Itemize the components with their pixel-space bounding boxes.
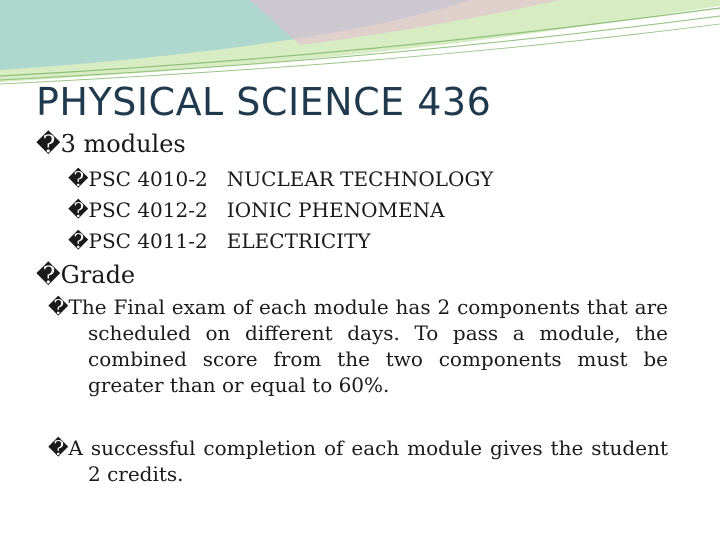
bullet-icon: � bbox=[48, 436, 69, 460]
modules-heading: 3 modules bbox=[60, 130, 186, 158]
slide-title: PHYSICAL SCIENCE 436 bbox=[36, 80, 492, 124]
bullet-icon: � bbox=[48, 295, 69, 319]
bullet-icon: � bbox=[68, 198, 89, 222]
modules-bullet bbox=[36, 130, 186, 158]
header-wave-decoration bbox=[0, 0, 720, 90]
grade-heading: Grade bbox=[60, 261, 136, 289]
module-item-text: PSC 4012-2 IONIC PHENOMENA bbox=[88, 198, 445, 222]
bullet-icon: � bbox=[36, 261, 61, 289]
grade-item bbox=[48, 294, 668, 398]
module-item bbox=[68, 198, 445, 222]
module-item bbox=[68, 167, 493, 191]
bullet-icon: � bbox=[36, 130, 61, 158]
bullet-icon: � bbox=[68, 229, 89, 253]
grade-bullet bbox=[36, 261, 135, 289]
module-item-text: PSC 4011-2 ELECTRICITY bbox=[88, 229, 371, 253]
module-item bbox=[68, 229, 371, 253]
bullet-icon: � bbox=[68, 167, 89, 191]
module-item-text: PSC 4010-2 NUCLEAR TECHNOLOGY bbox=[88, 167, 494, 191]
grade-item-text: A successful completion of each module gives the student 2 credits. bbox=[68, 436, 668, 486]
grade-item-text: The Final exam of each module has 2 components that are scheduled on different days. To pass a module, the combined score from the two components must be greater than or equal to 60%. bbox=[68, 295, 668, 397]
grade-item bbox=[48, 435, 668, 487]
